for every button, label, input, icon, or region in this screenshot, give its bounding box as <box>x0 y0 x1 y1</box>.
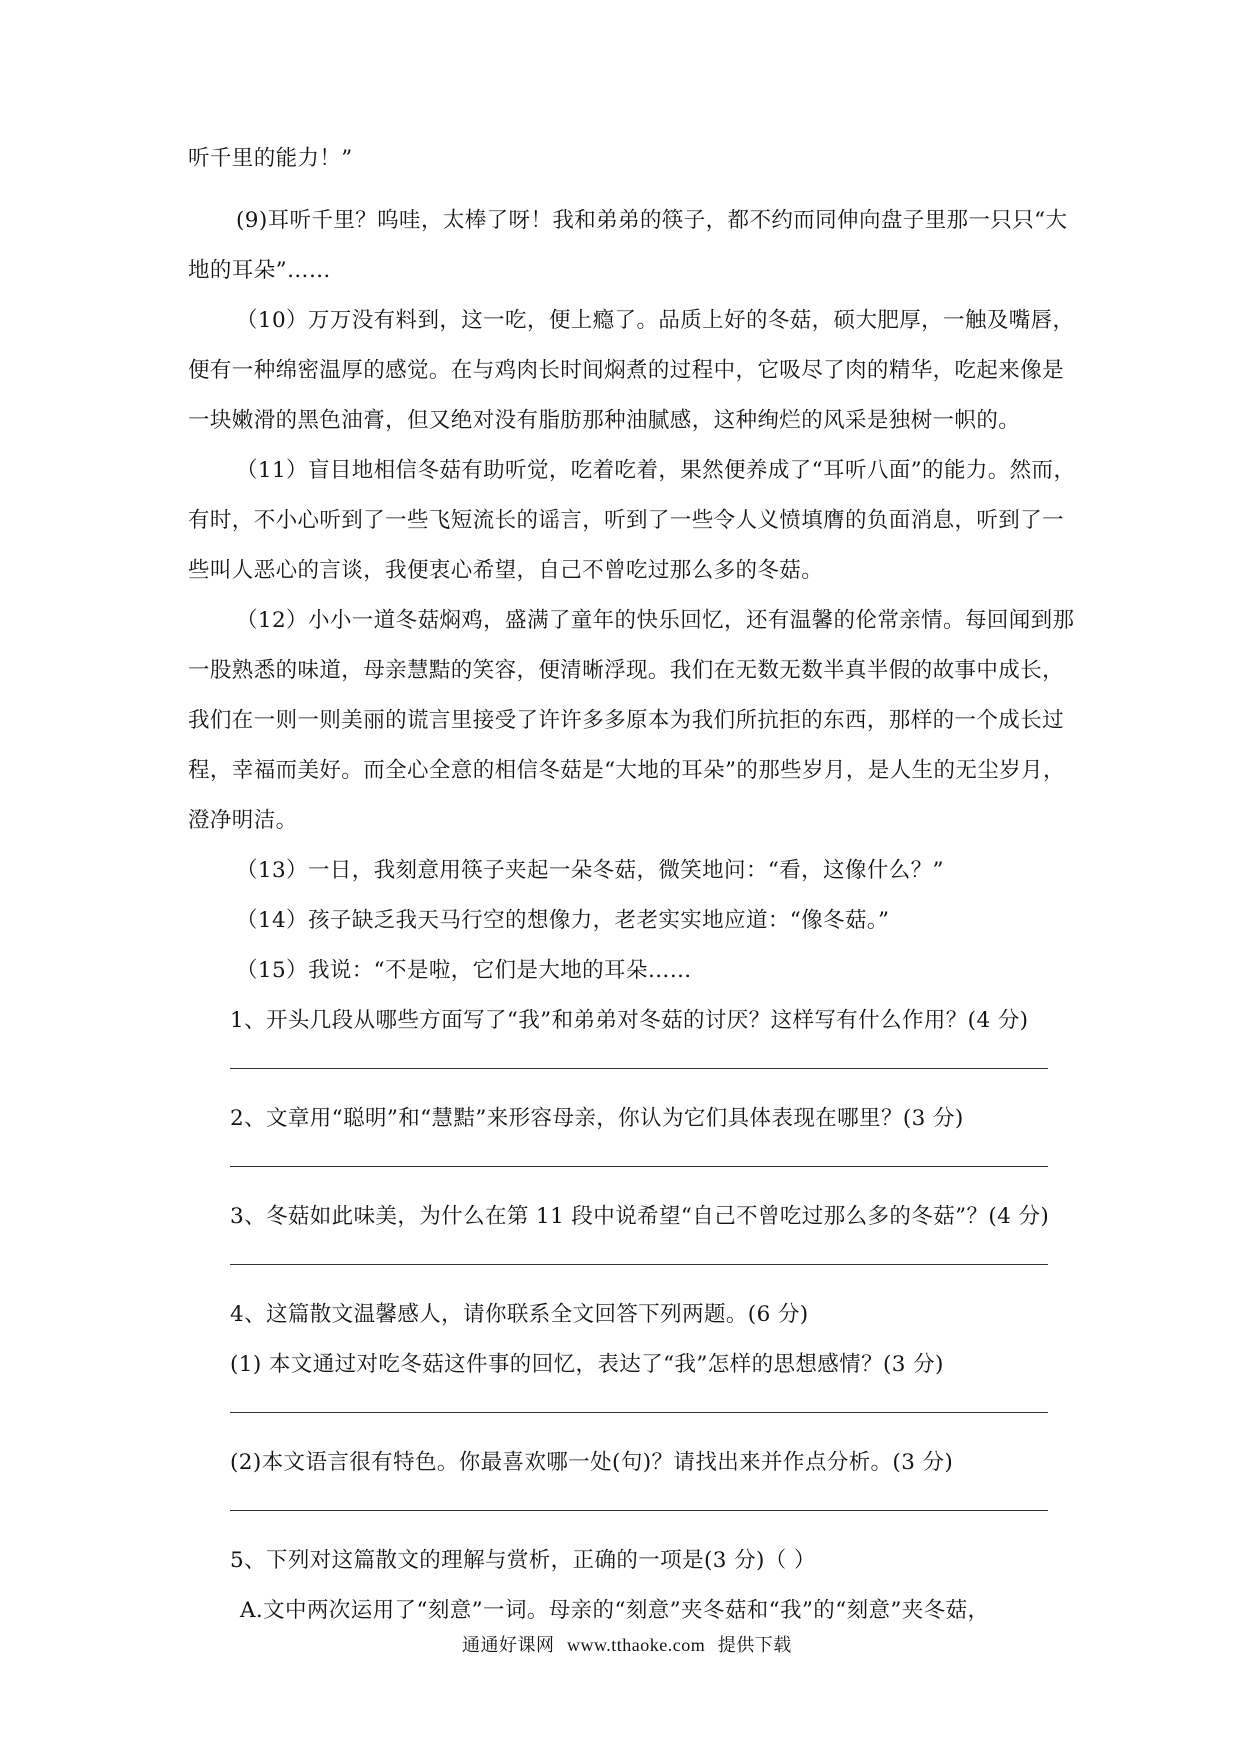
question-4: 4、这篇散文温馨感人，请你联系全文回答下列两题。(6 分) <box>230 1302 809 1327</box>
question-4-part-1: (1) 本文通过对吃冬菇这件事的回忆，表达了“我”怎样的思想感情？(3 分) <box>230 1352 944 1377</box>
paragraph-14: （14）孩子缺乏我天马行空的想像力，老老实实地应道：“像冬菇。” <box>236 908 890 933</box>
question-4-part-2: (2)本文语言很有特色。你最喜欢哪一处(句)？请找出来并作点分析。(3 分) <box>230 1450 954 1475</box>
answer-line-q3[interactable] <box>230 1264 1048 1265</box>
paragraph-11-line-1: （11）盲目地相信冬菇有助听觉，吃着吃着，果然便养成了“耳听八面”的能力。然而， <box>236 458 1076 483</box>
footer-suffix: 提供下载 <box>717 1635 792 1656</box>
page-footer <box>462 1632 792 1659</box>
answer-line-q1[interactable] <box>230 1068 1048 1069</box>
paragraph-11-line-3: 些叫人恶心的言谈，我便衷心希望，自己不曾吃过那么多的冬菇。 <box>188 558 824 583</box>
answer-line-q2[interactable] <box>230 1166 1048 1167</box>
question-5: 5、下列对这篇散文的理解与赏析，正确的一项是(3 分)（ ） <box>230 1548 816 1573</box>
passage-line: 听千里的能力！” <box>188 146 353 171</box>
question-1: 1、开头几段从哪些方面写了“我”和弟弟对冬菇的讨厌？这样写有什么作用？(4 分) <box>230 1008 1029 1033</box>
paragraph-12-line-3: 我们在一则一则美丽的谎言里接受了许许多多原本为我们所抗拒的东西，那样的一个成长过 <box>188 708 1065 733</box>
paragraph-11-line-2: 有时，不小心听到了一些飞短流长的谣言，听到了一些令人义愤填膺的负面消息，听到了一 <box>188 508 1065 533</box>
paragraph-13: （13）一日，我刻意用筷子夹起一朵冬菇，微笑地问：“看，这像什么？” <box>236 858 944 883</box>
paragraph-12-line-1: （12）小小一道冬菇焖鸡，盛满了童年的快乐回忆，还有温馨的伦常亲情。每回闻到那 <box>236 608 1075 633</box>
paragraph-15: （15）我说：“不是啦，它们是大地的耳朵…… <box>236 958 692 983</box>
paragraph-12-line-4: 程，幸福而美好。而全心全意的相信冬菇是“大地的耳朵”的那些岁月，是人生的无尘岁月， <box>188 758 1065 783</box>
question-2: 2、文章用“聪明”和“慧黠”来形容母亲，你认为它们具体表现在哪里？(3 分) <box>230 1106 964 1131</box>
paragraph-9-line-2: 地的耳朵”…… <box>188 258 331 283</box>
paragraph-9-line-1: (9)耳听千里？呜哇，太棒了呀！我和弟弟的筷子，都不约而同伸向盘子里那一只只“大 <box>236 208 1068 233</box>
answer-line-q4-2[interactable] <box>230 1510 1048 1511</box>
paragraph-10-line-3: 一块嫩滑的黑色油膏，但又绝对没有脂肪那种油腻感，这种绚烂的风采是独树一帜的。 <box>188 408 1021 433</box>
question-5-option-a: A.文中两次运用了“刻意”一词。母亲的“刻意”夹冬菇和“我”的“刻意”夹冬菇， <box>240 1598 990 1623</box>
paragraph-12-line-5: 澄净明洁。 <box>188 808 298 833</box>
paragraph-12-line-2: 一股熟悉的味道，母亲慧黠的笑容，便清晰浮现。我们在无数无数半真半假的故事中成长， <box>188 658 1065 683</box>
question-3: 3、冬菇如此味美，为什么在第 11 段中说希望“自己不曾吃过那么多的冬菇”？(4 分) <box>230 1204 1050 1229</box>
footer-url-link[interactable]: www.tthaoke.com <box>566 1635 706 1655</box>
answer-line-q4-1[interactable] <box>230 1412 1048 1413</box>
footer-site-name: 通通好课网 <box>462 1635 555 1656</box>
paragraph-10-line-1: （10）万万没有料到，这一吃，便上瘾了。品质上好的冬菇，硕大肥厚，一触及嘴唇， <box>236 308 1075 333</box>
paragraph-10-line-2: 便有一种绵密温厚的感觉。在与鸡肉长时间焖煮的过程中，它吸尽了肉的精华，吃起来像是 <box>188 358 1065 383</box>
